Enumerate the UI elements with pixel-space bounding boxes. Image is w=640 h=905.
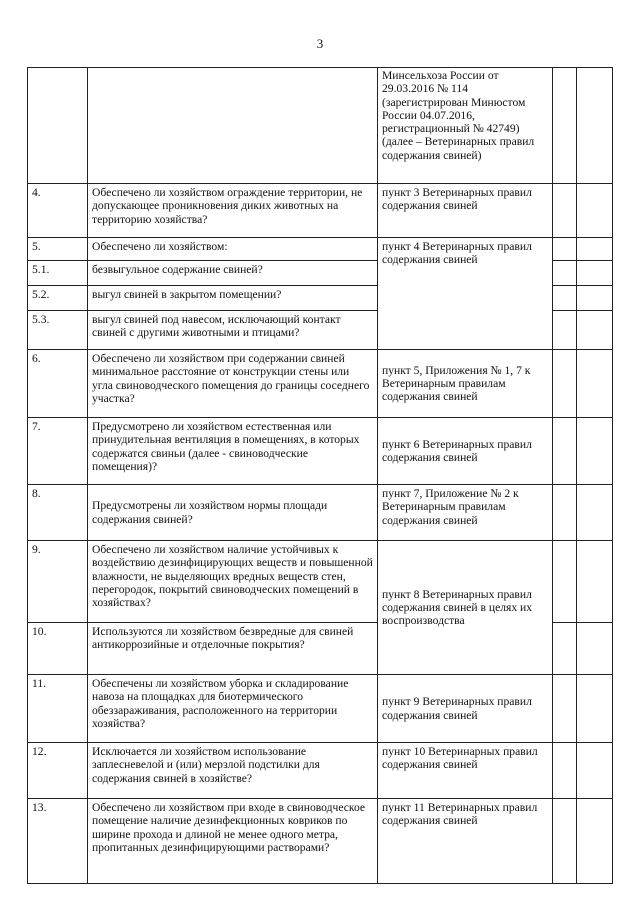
reference-cell: пункт 7, Приложение № 2 к Ветеринарным правилам содержания свиней: [378, 485, 553, 541]
question-cell: Обеспечено ли хозяйством ограждение территории, не допускающее проникновения диких животных на территорию хозяйства?: [88, 184, 378, 238]
question-cell: Исключается ли хозяйством использование заплесневелой и (или) мерзлой подстилки для содержания свиней в хозяйстве?: [88, 743, 378, 799]
reference-cell: пункт 4 Ветеринарных правил содержания свиней: [378, 238, 553, 350]
answer-yes-cell[interactable]: [553, 311, 577, 350]
answer-yes-cell[interactable]: [553, 68, 577, 184]
table-row: [28, 418, 613, 485]
question-cell: Обеспечены ли хозяйством уборка и складирование навоза на площадках для биотермического обеззараживания, расположенного на территории хозяйства?: [88, 675, 378, 743]
answer-no-cell[interactable]: [577, 184, 613, 238]
table-row: [28, 485, 613, 541]
question-cell: Используются ли хозяйством безвредные для свиней антикоррозийные и отделочные покрытия?: [88, 623, 378, 675]
table-row: [28, 350, 613, 418]
question-cell: безвыгульное содержание свиней?: [88, 261, 378, 286]
reference-cell: пункт 10 Ветеринарных правил содержания свиней: [378, 743, 553, 799]
answer-yes-cell[interactable]: [553, 350, 577, 418]
answer-no-cell[interactable]: [577, 311, 613, 350]
answer-no-cell[interactable]: [577, 418, 613, 485]
row-number: 11.: [28, 675, 88, 743]
answer-yes-cell[interactable]: [553, 418, 577, 485]
row-number: 5.3.: [28, 311, 88, 350]
answer-yes-cell[interactable]: [553, 286, 577, 311]
question-cell: выгул свиней под навесом, исключающий контакт свиней с другими животными и птицами?: [88, 311, 378, 350]
reference-cell: пункт 6 Ветеринарных правил содержания свиней: [378, 418, 553, 485]
answer-no-cell[interactable]: [577, 541, 613, 623]
answer-no-cell[interactable]: [577, 485, 613, 541]
row-number: 12.: [28, 743, 88, 799]
answer-yes-cell[interactable]: [553, 485, 577, 541]
row-number: 5.2.: [28, 286, 88, 311]
table-row: [28, 541, 613, 623]
answer-no-cell[interactable]: [577, 68, 613, 184]
answer-no-cell[interactable]: [577, 743, 613, 799]
row-number: 9.: [28, 541, 88, 623]
table-row: [28, 675, 613, 743]
answer-no-cell[interactable]: [577, 350, 613, 418]
table-row: [28, 743, 613, 799]
answer-yes-cell[interactable]: [553, 623, 577, 675]
table-row: [28, 238, 613, 261]
question-cell: Обеспечено ли хозяйством:: [88, 238, 378, 261]
row-number: 10.: [28, 623, 88, 675]
row-number: 13.: [28, 799, 88, 884]
reference-cell: пункт 3 Ветеринарных правил содержания свиней: [378, 184, 553, 238]
reference-cell: пункт 8 Ветеринарных правил содержания свиней в целях их воспроизводства: [378, 541, 553, 675]
row-number: 7.: [28, 418, 88, 485]
answer-no-cell[interactable]: [577, 623, 613, 675]
row-number: 5.: [28, 238, 88, 261]
table-row: [28, 799, 613, 884]
table-row: [28, 68, 613, 184]
question-cell: выгул свиней в закрытом помещении?: [88, 286, 378, 311]
row-number: 5.1.: [28, 261, 88, 286]
reference-cell: пункт 5, Приложения № 1, 7 к Ветеринарным правилам содержания свиней: [378, 350, 553, 418]
answer-yes-cell[interactable]: [553, 184, 577, 238]
question-cell: Обеспечено ли хозяйством наличие устойчивых к воздействию дезинфицирующих веществ и повышенной влажности, не выделяющих вредных веществ стен, перегородок, покрытий свиноводческих помещений в хозяйствах?: [88, 541, 378, 623]
row-number: 8.: [28, 485, 88, 541]
answer-yes-cell[interactable]: [553, 675, 577, 743]
page-number: 3: [316, 36, 324, 51]
checklist-table: [27, 67, 613, 884]
reference-cell: пункт 11 Ветеринарных правил содержания свиней: [378, 799, 553, 884]
table-row: [28, 184, 613, 238]
question-cell: Предусмотрено ли хозяйством естественная или принудительная вентиляция в помещениях, в которых содержатся свиньи (далее - свиноводческие помещения)?: [88, 418, 378, 485]
answer-yes-cell[interactable]: [553, 261, 577, 286]
answer-yes-cell[interactable]: [553, 743, 577, 799]
question-cell: Обеспечено ли хозяйством при содержании свиней минимальное расстояние от конструкции стены или угла свиноводческого помещения до границы соседнего участка?: [88, 350, 378, 418]
answer-no-cell[interactable]: [577, 799, 613, 884]
question-cell: Предусмотрены ли хозяйством нормы площади содержания свиней?: [88, 485, 378, 541]
reference-cell: пункт 9 Ветеринарных правил содержания свиней: [378, 675, 553, 743]
question-cell: [88, 68, 378, 184]
question-cell: Обеспечено ли хозяйством при входе в свиноводческое помещение наличие дезинфекционных ковриков по ширине прохода и длиной не менее одного метра, пропитанных дезинфицирующими растворами?: [88, 799, 378, 884]
row-number: [28, 68, 88, 184]
answer-yes-cell[interactable]: [553, 799, 577, 884]
row-number: 6.: [28, 350, 88, 418]
answer-no-cell[interactable]: [577, 238, 613, 261]
answer-yes-cell[interactable]: [553, 541, 577, 623]
answer-no-cell[interactable]: [577, 261, 613, 286]
answer-no-cell[interactable]: [577, 286, 613, 311]
answer-no-cell[interactable]: [577, 675, 613, 743]
reference-cell: Минсельхоза России от 29.03.2016 № 114 (зарегистрирован Минюстом России 04.07.2016, регистрационный № 42749) (далее – Ветеринарных правил содержания свиней): [378, 68, 553, 184]
row-number: 4.: [28, 184, 88, 238]
answer-yes-cell[interactable]: [553, 238, 577, 261]
